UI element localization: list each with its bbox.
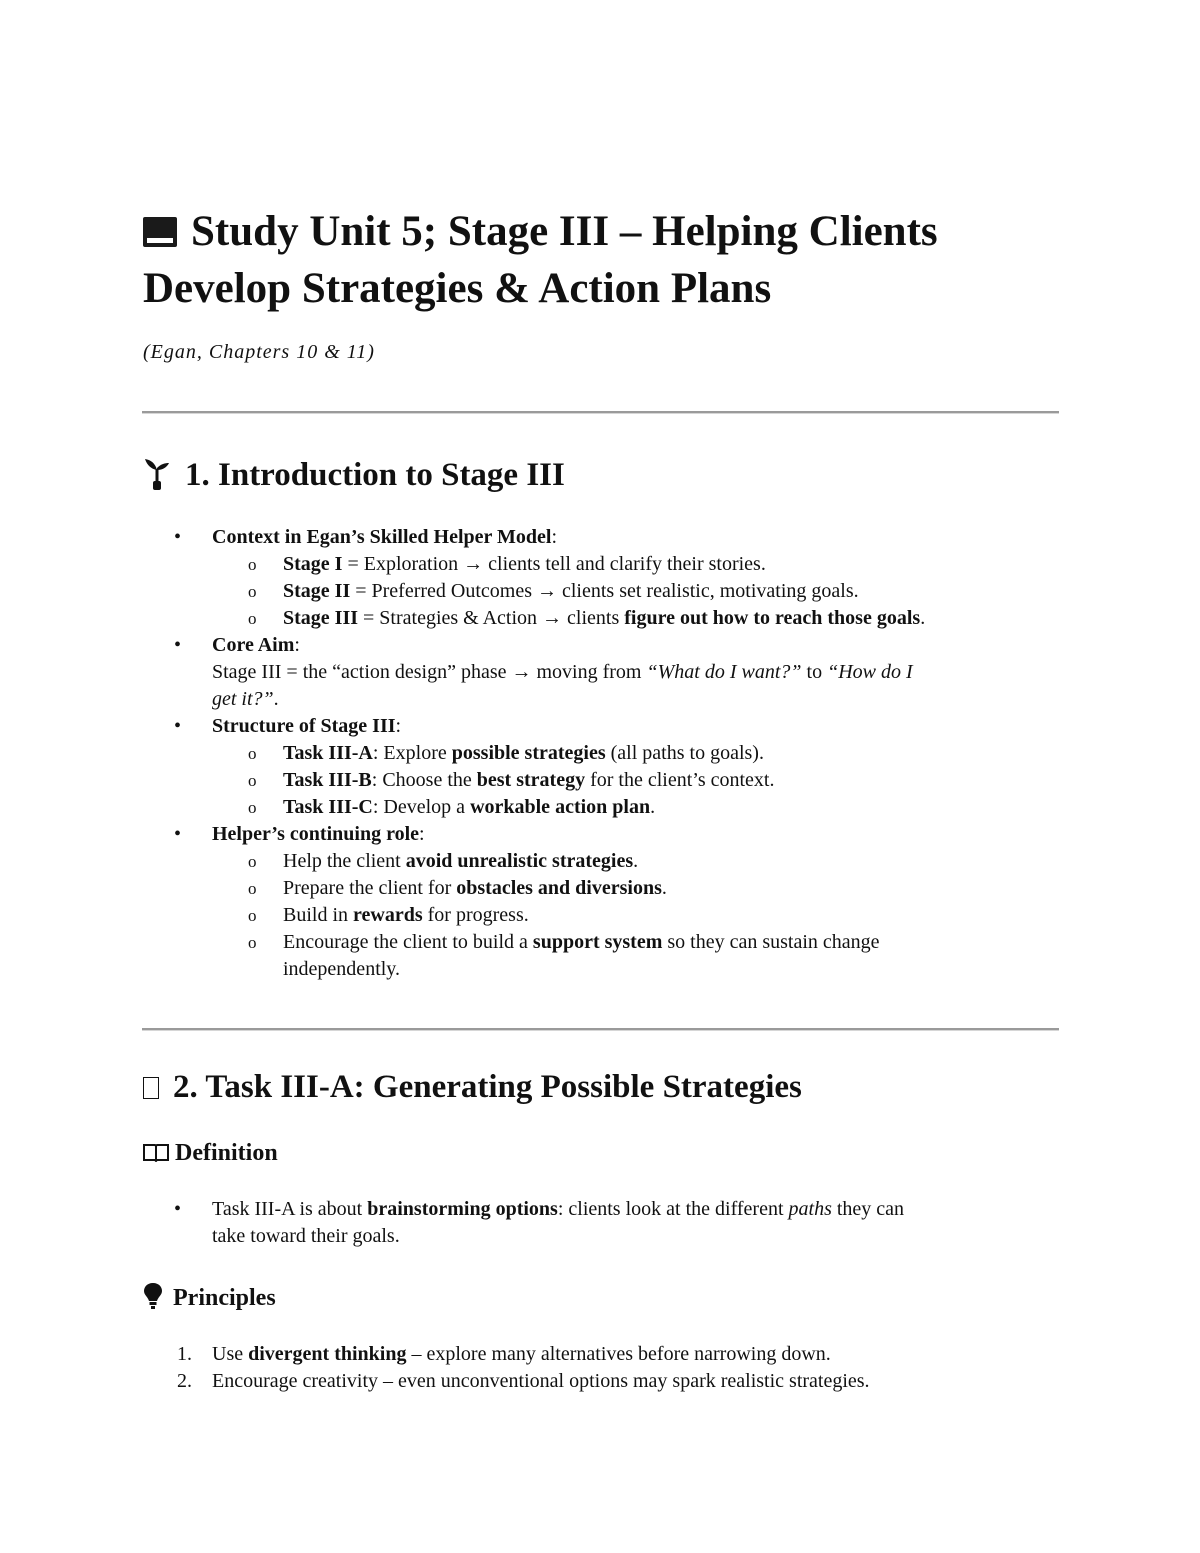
- item-text: they can: [831, 1198, 905, 1220]
- item-text: Prepare the client for: [283, 877, 457, 899]
- sub-list-item: [143, 740, 1043, 767]
- item-text: = Preferred Outcomes → clients set realistic, motivating goals.: [350, 580, 859, 602]
- item-end: so they can sustain change: [662, 931, 880, 953]
- item-label: Structure of Stage III: [212, 715, 396, 737]
- item-number: 1.: [177, 1343, 192, 1365]
- colon: :: [419, 823, 425, 845]
- bullet-icon: •: [174, 1198, 182, 1220]
- item-text: : Choose the: [371, 769, 477, 791]
- item-text: : clients look at the different: [557, 1198, 789, 1220]
- item-emphasis: possible strategies: [451, 742, 606, 764]
- title-line-1: Study Unit 5; Stage III – Helping Clients: [191, 208, 938, 255]
- list-item: [143, 524, 1043, 551]
- circle-bullet-icon: o: [248, 744, 257, 763]
- item-end: for the client’s context.: [585, 769, 775, 791]
- item-end: .: [661, 877, 667, 899]
- sub-list-item: [143, 767, 1043, 794]
- bullet-icon: •: [174, 715, 182, 737]
- item-end: (all paths to goals).: [605, 742, 764, 764]
- item-end: for progress.: [422, 904, 529, 926]
- lightbulb-icon: [143, 1282, 163, 1310]
- colon: :: [294, 634, 300, 656]
- item-emphasis: avoid unrealistic strategies: [405, 850, 634, 872]
- item-emphasis: obstacles and diversions: [456, 877, 662, 899]
- section-1-heading: [143, 455, 565, 495]
- item-label: Core Aim: [212, 634, 295, 656]
- page-title: [143, 203, 1058, 317]
- numbered-item: [143, 1341, 1043, 1368]
- item-label: Helper’s continuing role: [212, 823, 420, 845]
- item-end: .: [650, 796, 656, 818]
- sub-list-item: [143, 605, 1043, 632]
- principles-title: Principles: [173, 1285, 276, 1311]
- item-emphasis: brainstorming options: [367, 1198, 558, 1220]
- item-label: Stage III: [283, 607, 359, 629]
- item-text: Build in: [283, 904, 354, 926]
- circle-bullet-icon: o: [248, 933, 257, 952]
- circle-bullet-icon: o: [248, 852, 257, 871]
- list-item: [143, 821, 1043, 848]
- item-end: .: [633, 850, 639, 872]
- item-quote: get it?”: [212, 688, 274, 710]
- item-end: .: [920, 607, 926, 629]
- item-emphasis: workable action plan: [470, 796, 651, 818]
- sub-list-item: [143, 551, 1043, 578]
- item-label: Stage II: [283, 580, 351, 602]
- item-text-wrap: take toward their goals.: [212, 1225, 400, 1247]
- section-1-title: 1. Introduction to Stage III: [185, 457, 565, 493]
- item-end: .: [273, 688, 279, 710]
- principles-list: [143, 1341, 1043, 1395]
- item-italic: paths: [788, 1198, 832, 1220]
- open-book-icon: [143, 1142, 169, 1162]
- colon: :: [551, 526, 558, 548]
- item-number: 2.: [177, 1370, 192, 1392]
- horizontal-divider: [142, 1028, 1059, 1031]
- circle-bullet-icon: o: [248, 879, 257, 898]
- principles-heading: [143, 1282, 276, 1313]
- list-item: [143, 713, 1043, 740]
- item-label: Context in Egan’s Skilled Helper Model: [212, 526, 552, 548]
- item-emphasis: support system: [532, 931, 663, 953]
- circle-bullet-icon: o: [248, 771, 257, 790]
- section-2-heading: [143, 1067, 802, 1107]
- item-text: Use: [212, 1343, 249, 1365]
- definition-list: [143, 1196, 1043, 1250]
- core-aim-text: [212, 659, 1043, 686]
- item-text: : Explore: [372, 742, 452, 764]
- item-text: Stage III = the “action design” phase → moving from: [212, 661, 647, 683]
- circle-bullet-icon: o: [248, 609, 257, 628]
- title-line-2: Develop Strategies & Action Plans: [143, 265, 772, 312]
- book-icon: [143, 217, 177, 247]
- bullet-icon: •: [174, 823, 182, 845]
- item-emphasis: rewards: [353, 904, 423, 926]
- colon: :: [395, 715, 402, 737]
- seedling-icon: [143, 455, 171, 491]
- list-item: [143, 1196, 1043, 1250]
- sub-list-item: [143, 848, 1043, 875]
- numbered-item: [143, 1368, 1043, 1395]
- circle-bullet-icon: o: [248, 798, 257, 817]
- item-text: Task III-A is about: [212, 1198, 368, 1220]
- item-label: Task III-B: [283, 769, 372, 791]
- item-emphasis: best strategy: [476, 769, 586, 791]
- item-end: – explore many alternatives before narrowing down.: [406, 1343, 831, 1365]
- bullet-icon: •: [174, 634, 182, 656]
- source-citation: (Egan, Chapters 10 & 11): [143, 341, 375, 363]
- item-text: to: [801, 661, 828, 683]
- definition-heading: [143, 1138, 278, 1168]
- circle-bullet-icon: o: [248, 906, 257, 925]
- item-label: Task III-C: [283, 796, 373, 818]
- item-label: Task III-A: [283, 742, 373, 764]
- bullet-icon: •: [174, 526, 182, 548]
- item-text: = Strategies & Action → clients: [358, 607, 625, 629]
- item-quote: “What do I want?”: [646, 661, 802, 683]
- section-1-list: [143, 524, 1043, 983]
- sub-list-item: [143, 875, 1043, 902]
- item-emphasis: figure out how to reach those goals: [624, 607, 921, 629]
- sub-list-item: [143, 794, 1043, 821]
- sub-list-item: [143, 902, 1043, 929]
- item-text-wrap: independently.: [283, 958, 401, 980]
- definition-title: Definition: [175, 1140, 278, 1166]
- item-text: Encourage creativity – even unconventional options may spark realistic strategies.: [212, 1370, 870, 1392]
- item-label: Stage I: [283, 553, 343, 575]
- sub-list-item: [143, 578, 1043, 605]
- item-text: Help the client: [283, 850, 406, 872]
- box-icon: [143, 1077, 159, 1099]
- item-text: = Exploration → clients tell and clarify their stories.: [342, 553, 766, 575]
- item-text: Encourage the client to build a: [283, 931, 533, 953]
- item-quote: “How do I: [827, 661, 913, 683]
- circle-bullet-icon: o: [248, 582, 257, 601]
- horizontal-divider: [142, 411, 1059, 414]
- sub-list-item: [143, 929, 1043, 983]
- item-emphasis: divergent thinking: [248, 1343, 407, 1365]
- list-item: [143, 632, 1043, 713]
- circle-bullet-icon: o: [248, 555, 257, 574]
- section-2-title: 2. Task III-A: Generating Possible Strategies: [173, 1069, 802, 1105]
- item-text: : Develop a: [372, 796, 471, 818]
- core-aim-text-wrap: [212, 686, 1043, 713]
